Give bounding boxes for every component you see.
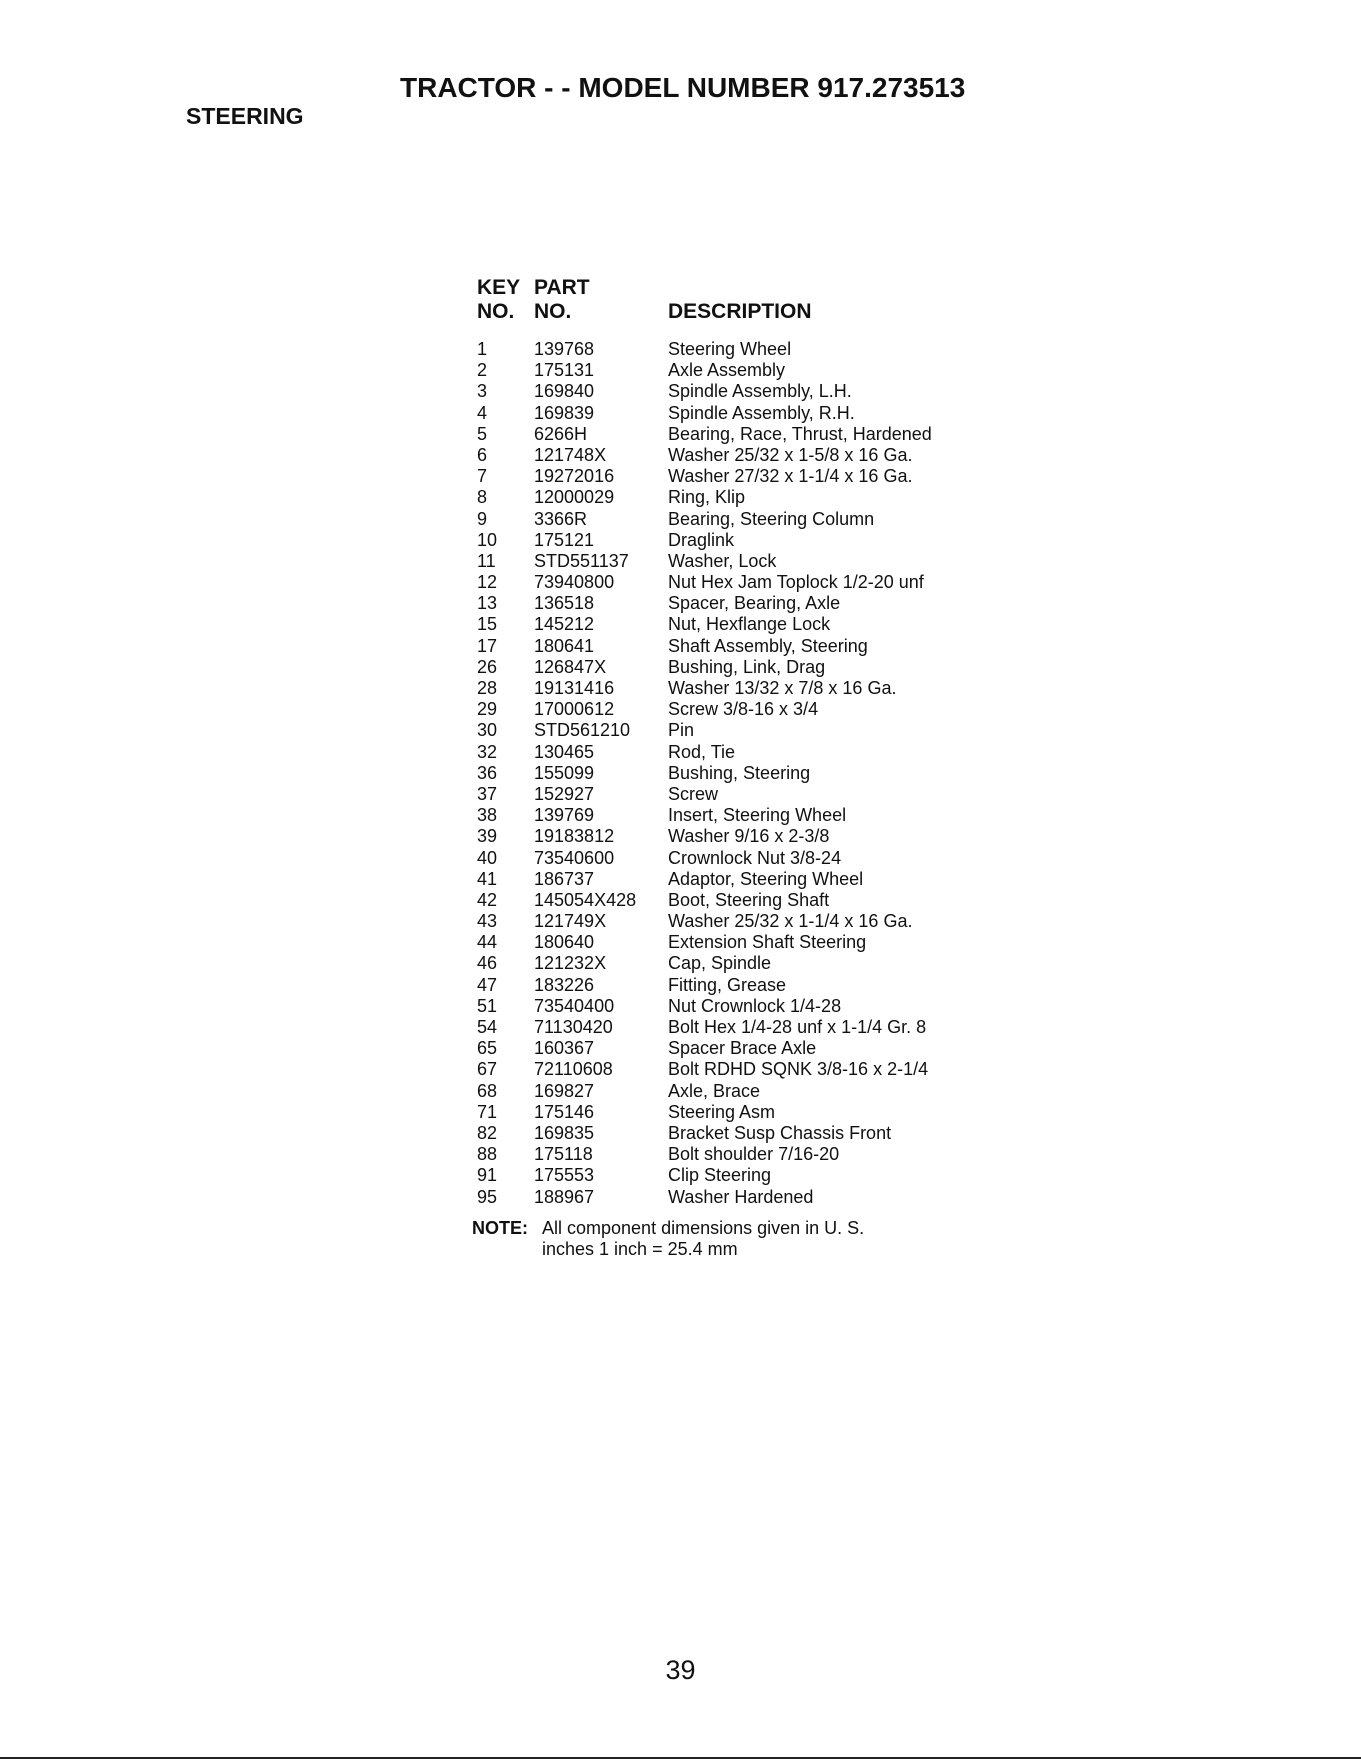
- key-number: 82: [477, 1122, 498, 1143]
- part-number: 188967: [534, 1186, 595, 1207]
- part-description: Rod, Tie: [668, 741, 736, 762]
- key-number: 41: [477, 868, 498, 889]
- part-description: Washer Hardened: [668, 1186, 814, 1207]
- part-number: 180641: [534, 635, 595, 656]
- part-description: Boot, Steering Shaft: [668, 889, 830, 910]
- key-number: 4: [477, 402, 488, 423]
- part-no-header-line2: NO.: [534, 300, 572, 323]
- key-number: 39: [477, 826, 498, 847]
- table-row: [477, 1102, 997, 1123]
- table-row: [477, 890, 997, 911]
- part-description: Shaft Assembly, Steering: [668, 635, 868, 656]
- table-row: [477, 678, 997, 699]
- key-number: 15: [477, 614, 498, 635]
- part-description: Steering Asm: [668, 1101, 776, 1122]
- table-row: [477, 360, 997, 381]
- part-number: STD561210: [534, 720, 631, 741]
- part-description: Washer 25/32 x 1-5/8 x 16 Ga.: [668, 444, 913, 465]
- key-number: 91: [477, 1165, 498, 1186]
- table-row: [477, 699, 997, 720]
- key-number: 11: [477, 550, 496, 571]
- part-number: 152927: [534, 783, 595, 804]
- part-number: 186737: [534, 868, 595, 889]
- part-number: 169827: [534, 1080, 595, 1101]
- part-description: Clip Steering: [668, 1165, 772, 1186]
- part-description: Axle, Brace: [668, 1080, 761, 1101]
- key-number: 3: [477, 381, 488, 402]
- part-description: Bushing, Link, Drag: [668, 656, 826, 677]
- part-description: Bolt shoulder 7/16-20: [668, 1144, 840, 1165]
- key-number: 68: [477, 1080, 498, 1101]
- part-description: Screw: [668, 783, 719, 804]
- part-number: 155099: [534, 762, 595, 783]
- part-number: 169840: [534, 381, 595, 402]
- table-row: [477, 848, 997, 869]
- table-row: [477, 1059, 997, 1080]
- part-number: 19272016: [534, 466, 615, 487]
- key-number: 29: [477, 699, 498, 720]
- part-no-header-line1: PART: [534, 276, 590, 299]
- bottom-divider: [0, 1757, 1361, 1759]
- table-row: [477, 572, 997, 593]
- part-description: Bolt RDHD SQNK 3/8-16 x 2-1/4: [668, 1059, 929, 1080]
- table-row: [477, 339, 997, 360]
- part-number: 180640: [534, 932, 595, 953]
- part-number: 169839: [534, 402, 595, 423]
- part-description: Cap, Spindle: [668, 953, 772, 974]
- table-row: [477, 636, 997, 657]
- part-number: 73940800: [534, 572, 615, 593]
- part-number: 121748X: [534, 444, 607, 465]
- table-row: [477, 869, 997, 890]
- part-number: 136518: [534, 593, 595, 614]
- note-text-line2: inches 1 inch = 25.4 mm: [542, 1239, 738, 1259]
- table-row: [477, 657, 997, 678]
- part-description: Spindle Assembly, R.H.: [668, 402, 855, 423]
- table-row: [477, 1165, 997, 1186]
- table-row: [477, 530, 997, 551]
- part-description: Crownlock Nut 3/8-24: [668, 847, 842, 868]
- table-row: [477, 551, 997, 572]
- part-number: 73540600: [534, 847, 615, 868]
- part-description: Pin: [668, 720, 695, 741]
- table-row: [477, 932, 997, 953]
- part-number: 160367: [534, 1038, 595, 1059]
- part-description: Bearing, Race, Thrust, Hardened: [668, 423, 932, 444]
- key-number: 8: [477, 487, 488, 508]
- part-description: Bolt Hex 1/4-28 unf x 1-1/4 Gr. 8: [668, 1017, 927, 1037]
- part-number: 6266H: [534, 423, 588, 444]
- table-row: [477, 1081, 997, 1102]
- table-row: [477, 445, 997, 466]
- part-number: 19131416: [534, 678, 615, 698]
- key-number: 43: [477, 911, 498, 932]
- key-number: 1: [477, 339, 488, 359]
- table-row: [477, 911, 997, 932]
- part-description: Axle Assembly: [668, 360, 786, 381]
- key-number: 7: [477, 466, 488, 487]
- part-number: 175118: [534, 1144, 593, 1165]
- part-description: Washer 27/32 x 1-1/4 x 16 Ga.: [668, 466, 913, 487]
- table-row: [477, 975, 997, 996]
- table-row: [477, 1187, 997, 1208]
- part-description: Washer 13/32 x 7/8 x 16 Ga.: [668, 678, 897, 698]
- key-number: 30: [477, 720, 498, 741]
- table-row: [477, 593, 997, 614]
- table-row: [477, 1123, 997, 1144]
- part-number: 130465: [534, 741, 595, 762]
- table-row: [477, 614, 997, 635]
- part-number: STD551137: [534, 550, 629, 571]
- note-label: NOTE:: [472, 1218, 528, 1238]
- table-row: [477, 487, 997, 508]
- part-number: 121749X: [534, 911, 607, 932]
- part-number: 175121: [534, 529, 595, 550]
- part-number: 145054X428: [534, 889, 637, 910]
- page-title: TRACTOR - - MODEL NUMBER 917.273513: [400, 72, 966, 103]
- part-number: 17000612: [534, 699, 615, 720]
- part-description: Fitting, Grease: [668, 974, 787, 995]
- table-row: [477, 720, 997, 741]
- key-number: 71: [477, 1101, 498, 1122]
- key-number: 42: [477, 889, 498, 910]
- key-number: 12: [477, 572, 498, 593]
- key-number: 2: [477, 360, 488, 381]
- part-description: Ring, Klip: [668, 487, 746, 508]
- part-description: Bearing, Steering Column: [668, 508, 875, 529]
- key-number: 51: [477, 995, 498, 1016]
- page-number: 39: [665, 1655, 696, 1685]
- key-no-header-line2: NO.: [477, 300, 515, 323]
- key-number: 9: [477, 508, 488, 529]
- key-number: 47: [477, 974, 498, 995]
- parts-rows: [477, 339, 997, 1208]
- part-number: 183226: [534, 974, 595, 995]
- part-description: Insert, Steering Wheel: [668, 805, 847, 826]
- part-number: 121232X: [534, 953, 607, 974]
- part-description: Nut Crownlock 1/4-28: [668, 995, 842, 1016]
- key-number: 46: [477, 953, 498, 974]
- key-number: 95: [477, 1186, 498, 1207]
- key-number: 88: [477, 1144, 498, 1165]
- part-description: Washer 9/16 x 2-3/8: [668, 826, 830, 847]
- part-number: 19183812: [534, 826, 615, 847]
- part-description: Draglink: [668, 529, 735, 550]
- description-header: DESCRIPTION: [668, 300, 812, 323]
- table-row: [477, 805, 997, 826]
- part-description: Screw 3/8-16 x 3/4: [668, 699, 819, 720]
- table-row: [477, 381, 997, 402]
- part-description: Nut, Hexflange Lock: [668, 614, 831, 635]
- part-description: Extension Shaft Steering: [668, 932, 867, 953]
- part-number: 139769: [534, 805, 595, 826]
- part-number: 175131: [534, 360, 595, 381]
- part-number: 71130420: [534, 1017, 613, 1037]
- table-row: [477, 784, 997, 805]
- table-row: [477, 953, 997, 974]
- part-description: Spacer Brace Axle: [668, 1038, 817, 1059]
- table-row: [477, 424, 997, 445]
- key-number: 36: [477, 762, 498, 783]
- section-title: STEERING: [186, 103, 304, 129]
- part-number: 72110608: [534, 1059, 613, 1080]
- key-number: 32: [477, 741, 498, 762]
- key-number: 28: [477, 678, 498, 698]
- table-row: [477, 996, 997, 1017]
- key-number: 44: [477, 932, 498, 953]
- part-number: 175146: [534, 1101, 595, 1122]
- part-number: 175553: [534, 1165, 595, 1186]
- table-row: [477, 1038, 997, 1059]
- part-number: 3366R: [534, 508, 588, 529]
- key-number: 54: [477, 1017, 498, 1037]
- part-number: 169835: [534, 1122, 595, 1143]
- table-row: [477, 1144, 997, 1165]
- part-number: 12000029: [534, 487, 615, 508]
- part-description: Nut Hex Jam Toplock 1/2-20 unf: [668, 572, 924, 593]
- key-number: 38: [477, 805, 498, 826]
- key-number: 67: [477, 1059, 498, 1080]
- part-description: Steering Wheel: [668, 339, 792, 359]
- part-description: Washer 25/32 x 1-1/4 x 16 Ga.: [668, 911, 913, 932]
- part-number: 126847X: [534, 656, 607, 677]
- part-number: 139768: [534, 339, 595, 359]
- table-row: [477, 1017, 997, 1038]
- part-description: Bracket Susp Chassis Front: [668, 1122, 892, 1143]
- table-row: [477, 403, 997, 424]
- key-number: 5: [477, 423, 488, 444]
- table-row: [477, 509, 997, 530]
- part-number: 73540400: [534, 995, 615, 1016]
- table-row: [477, 826, 997, 847]
- key-number: 6: [477, 444, 488, 465]
- part-number: 145212: [534, 614, 595, 635]
- key-number: 65: [477, 1038, 498, 1059]
- key-number: 37: [477, 783, 498, 804]
- key-number: 26: [477, 656, 498, 677]
- key-number: 13: [477, 593, 498, 614]
- table-row: [477, 466, 997, 487]
- key-number: 17: [477, 635, 498, 656]
- key-number: 10: [477, 529, 498, 550]
- table-row: [477, 763, 997, 784]
- note-text-line1: All component dimensions given in U. S.: [542, 1218, 865, 1238]
- key-number: 40: [477, 847, 498, 868]
- table-row: [477, 742, 997, 763]
- part-description: Bushing, Steering: [668, 762, 811, 783]
- part-description: Spindle Assembly, L.H.: [668, 381, 852, 402]
- part-description: Washer, Lock: [668, 550, 777, 571]
- key-no-header-line1: KEY: [477, 276, 521, 299]
- part-description: Adaptor, Steering Wheel: [668, 868, 864, 889]
- part-description: Spacer, Bearing, Axle: [668, 593, 841, 614]
